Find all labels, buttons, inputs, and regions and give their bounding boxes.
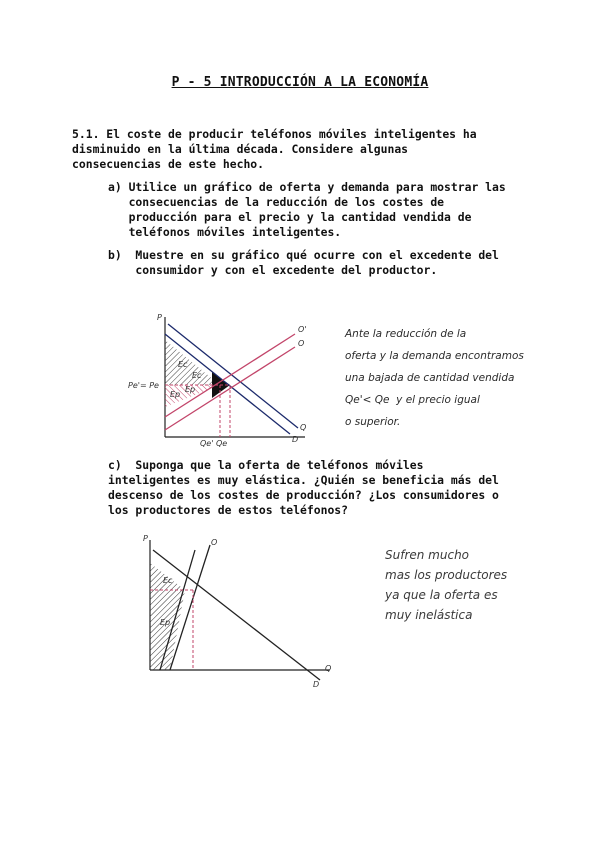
label-pe: Pe'= Pe xyxy=(128,381,159,390)
question-5-1-c: c) Suponga que la oferta de teléfonos móviles inteligentes es muy elástica. ¿Quién se beneficia más del descenso de los costes de producción? ¿Los consumidores o los productores de estos teléfonos? xyxy=(108,458,499,517)
question-5-1-a: a) Utilice un gráfico de oferta y demanda para mostrar las consecuencias de la reducción de los costes de producción para el precio y la cantidad vendida de teléfonos móviles inteligentes. xyxy=(108,180,506,239)
label-d-2: D xyxy=(313,680,320,689)
question-5-1-b: b) Muestre en su gráfico qué ocurre con el excedente del consumidor y con el excedente del productor. xyxy=(108,248,499,277)
label-p: P xyxy=(157,313,162,322)
label-q-2: Q xyxy=(325,664,332,673)
title-text: P - 5 INTRODUCCIÓN A LA ECONOMÍA xyxy=(171,75,429,90)
label-o1: O' xyxy=(298,325,307,334)
question-5-1-intro: 5.1. El coste de producir teléfonos móviles inteligentes ha disminuido en la última década. Considere algunas consecuencias de este hecho. xyxy=(72,127,477,171)
label-ec2: Ec xyxy=(192,371,202,380)
label-d: D xyxy=(292,435,299,444)
graph-supply-demand-1 xyxy=(128,312,310,448)
label-p-2: P xyxy=(143,534,148,543)
label-q: Q xyxy=(300,423,307,432)
page-title xyxy=(0,75,600,90)
label-o-2: O xyxy=(211,538,218,547)
handwritten-note-2: Sufren mucho mas los productores ya que la oferta es muy inelástica xyxy=(385,548,508,622)
handwritten-note-1: Ante la reducción de la oferta y la demanda encontramos una bajada de cantidad vendida Qe'< Qe y el precio igual o superior. xyxy=(345,328,524,428)
graph-supply-demand-2 xyxy=(135,535,335,690)
label-o: O xyxy=(298,339,305,348)
label-ec1: Ec xyxy=(178,360,188,369)
label-ep2: Ep xyxy=(185,385,196,394)
label-qe: Qe' Qe xyxy=(200,439,228,448)
label-ec-2: Ec xyxy=(163,576,173,585)
label-ep1: Ep xyxy=(170,390,181,399)
label-ep-2: Ep xyxy=(160,618,171,627)
